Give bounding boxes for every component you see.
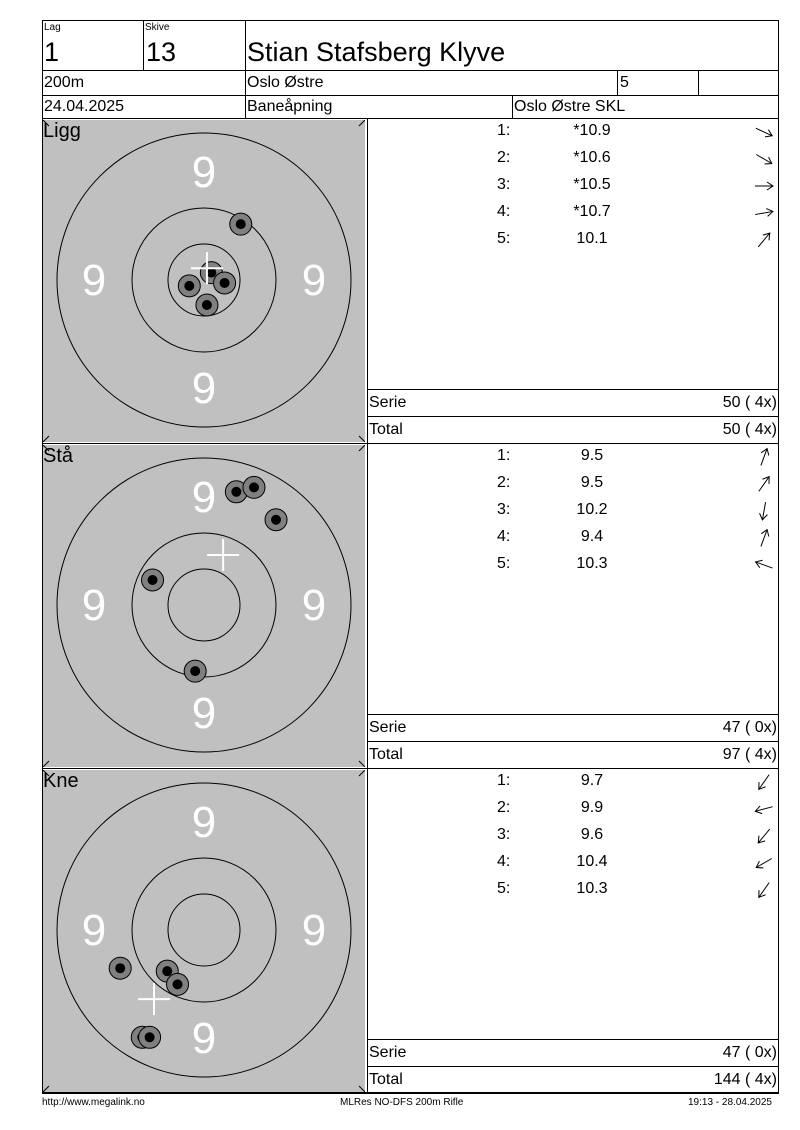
shot-number: 2: — [497, 149, 511, 166]
shot-score: 10.3 — [576, 880, 608, 897]
shot-score: 10.3 — [576, 555, 608, 572]
impact-inner — [271, 515, 281, 525]
event-name: Baneåpning — [247, 98, 333, 115]
shot-score: 10.1 — [576, 230, 608, 247]
direction-arrow-icon — [753, 229, 775, 251]
direction-arrow-icon — [753, 771, 775, 793]
header-divider-3 — [42, 118, 779, 119]
target-ligg — [43, 120, 365, 442]
summary-divider — [367, 416, 779, 417]
serie-label: Serie — [369, 394, 407, 411]
shot-number: 4: — [497, 853, 511, 870]
section-split — [367, 443, 368, 768]
shot-score: 10.4 — [576, 853, 608, 870]
total-value: 144 ( 4x) — [713, 1071, 777, 1088]
total-label: Total — [369, 746, 403, 763]
target-kne — [43, 770, 365, 1092]
ring-label: 9 — [301, 581, 327, 630]
ring-label: 9 — [81, 256, 107, 305]
ring-label: 9 — [191, 364, 217, 413]
organizer: Oslo Østre SKL — [514, 98, 626, 115]
total-value: 97 ( 4x) — [722, 746, 777, 763]
shot-number: 5: — [497, 555, 511, 572]
section-title: Stå — [43, 445, 74, 467]
total-value: 50 ( 4x) — [722, 421, 777, 438]
header-col-divider-1 — [143, 20, 144, 70]
section-title: Kne — [43, 770, 79, 792]
ring-label: 9 — [191, 148, 217, 197]
footer-printed: 19:13 - 28.04.2025 — [688, 1097, 772, 1108]
skive-value: 13 — [146, 37, 177, 67]
shot-number: 3: — [497, 501, 511, 518]
shot-score: 9.6 — [580, 826, 604, 843]
ring-label: 9 — [81, 581, 107, 630]
section-split — [367, 118, 368, 443]
shot-score: *10.5 — [573, 176, 611, 193]
shot-number: 4: — [497, 528, 511, 545]
ring-label: 9 — [301, 256, 327, 305]
distance: 200m — [44, 74, 85, 91]
impact-inner — [202, 300, 212, 310]
section-title: Ligg — [43, 120, 81, 142]
serie-value: 50 ( 4x) — [722, 394, 777, 411]
impact-inner — [184, 281, 194, 291]
footer-url: http://www.megalink.no — [42, 1097, 145, 1108]
shot-number: 5: — [497, 230, 511, 247]
target-stå — [43, 445, 365, 767]
header-col-divider-3 — [617, 70, 618, 95]
total-label: Total — [369, 1071, 403, 1088]
direction-arrow-icon — [753, 500, 775, 522]
shot-score: 9.9 — [580, 799, 604, 816]
section-divider — [42, 1093, 779, 1094]
shot-score: 9.5 — [580, 474, 604, 491]
shot-number: 4: — [497, 203, 511, 220]
section-divider — [42, 443, 779, 444]
direction-arrow-icon — [753, 473, 775, 495]
summary-divider — [367, 389, 779, 390]
shot-score: 9.4 — [580, 528, 604, 545]
header-col-divider-2 — [245, 20, 246, 118]
shot-score: *10.6 — [573, 149, 611, 166]
summary-divider — [367, 741, 779, 742]
impact-inner — [220, 278, 230, 288]
direction-arrow-icon — [753, 825, 775, 847]
summary-divider — [367, 714, 779, 715]
impact-inner — [115, 963, 125, 973]
shot-score: 9.5 — [580, 447, 604, 464]
summary-divider — [367, 1039, 779, 1040]
class-value: 5 — [620, 74, 629, 91]
shot-score: 10.2 — [576, 501, 608, 518]
section-divider — [42, 768, 779, 769]
serie-label: Serie — [369, 1044, 407, 1061]
shot-number: 2: — [497, 474, 511, 491]
direction-arrow-icon — [753, 852, 775, 874]
direction-arrow-icon — [753, 446, 775, 468]
direction-arrow-icon — [753, 554, 775, 576]
ring-label: 9 — [301, 906, 327, 955]
direction-arrow-icon — [753, 148, 775, 170]
direction-arrow-icon — [753, 798, 775, 820]
ring-label: 9 — [191, 473, 217, 522]
impact-inner — [162, 966, 172, 976]
shot-number: 3: — [497, 176, 511, 193]
shooter-name: Stian Stafsberg Klyve — [247, 37, 506, 67]
header-divider-1 — [42, 70, 779, 71]
total-label: Total — [369, 421, 403, 438]
ring-label: 9 — [191, 798, 217, 847]
header-col-divider-5 — [512, 95, 513, 118]
shot-number: 1: — [497, 122, 511, 139]
header-col-divider-4 — [698, 70, 699, 95]
direction-arrow-icon — [753, 527, 775, 549]
serie-value: 47 ( 0x) — [722, 1044, 777, 1061]
impact-inner — [145, 1032, 155, 1042]
ring-label: 9 — [81, 906, 107, 955]
impact-inner — [148, 575, 158, 585]
ring-label: 9 — [191, 1014, 217, 1063]
shot-score: 9.7 — [580, 772, 604, 789]
shot-number: 3: — [497, 826, 511, 843]
header-divider-2 — [42, 95, 779, 96]
date: 24.04.2025 — [44, 98, 125, 115]
direction-arrow-icon — [753, 121, 775, 143]
impact-inner — [236, 219, 246, 229]
impact-inner — [249, 482, 259, 492]
footer-system: MLRes NO-DFS 200m Rifle — [340, 1097, 464, 1108]
ring-label: 9 — [191, 689, 217, 738]
impact-inner — [231, 487, 241, 497]
shot-number: 5: — [497, 880, 511, 897]
shot-score: *10.9 — [573, 122, 611, 139]
direction-arrow-icon — [753, 175, 775, 197]
summary-divider — [367, 1066, 779, 1067]
skive-label: Skive — [145, 22, 170, 33]
shot-number: 1: — [497, 772, 511, 789]
direction-arrow-icon — [753, 202, 775, 224]
shot-number: 1: — [497, 447, 511, 464]
club: Oslo Østre — [247, 74, 324, 91]
impact-inner — [190, 666, 200, 676]
shot-number: 2: — [497, 799, 511, 816]
serie-label: Serie — [369, 719, 407, 736]
section-split — [367, 768, 368, 1093]
lag-value: 1 — [44, 37, 60, 67]
serie-value: 47 ( 0x) — [722, 719, 777, 736]
direction-arrow-icon — [753, 879, 775, 901]
lag-label: Lag — [44, 22, 61, 33]
impact-inner — [173, 979, 183, 989]
shot-score: *10.7 — [573, 203, 611, 220]
